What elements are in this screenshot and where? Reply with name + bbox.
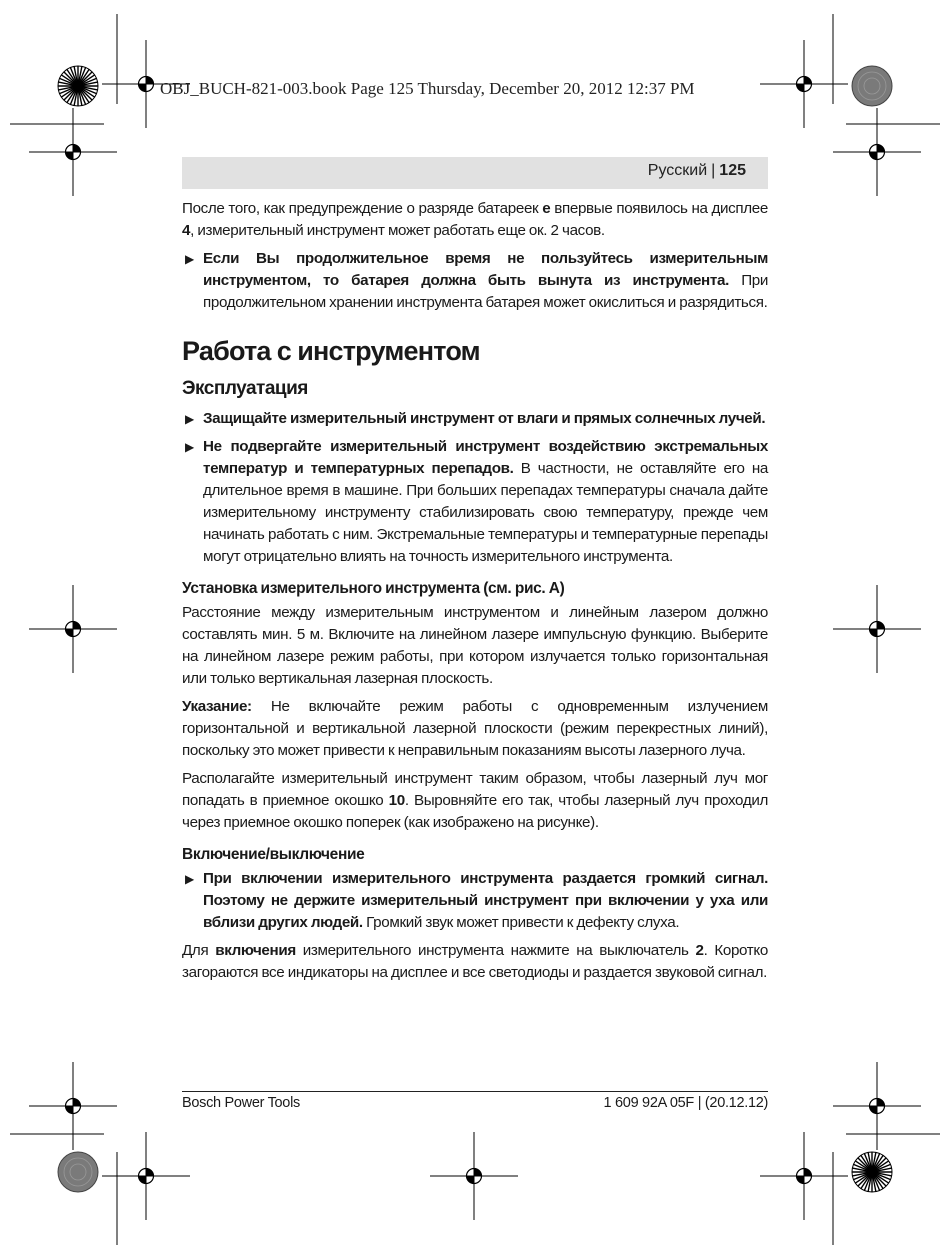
note-text: Не включайте режим работы с одновременным излучением горизонтальной и вертикальной лазерной плоскости (режим перекрестных линий), поскольку это может привести к неправильным показаниям высоты лазерного луча.: [182, 698, 768, 759]
page-header: [182, 157, 768, 189]
text-run: впервые появилось на дисплее: [550, 200, 768, 217]
ref-bold: 4: [182, 222, 191, 239]
subsection-title: Эксплуатация: [182, 378, 308, 399]
bullet-text: В частности, не оставляйте его на длительное время в машине. При больших перепадах температуры сначала дайте измерительному инструменту стабилизировать свою температуру, прежде чем начинать работать с ним. Экстремальные температуры и температурные перепады могут отрицательно влиять на точность измерительного инструмента.: [203, 460, 768, 565]
bullet-bold-text: Не подвергайте измерительный инструмент воздействию экстремальных температур и температурных перепадов.: [203, 438, 768, 477]
bullet-bold-text: Защищайте измерительный инструмент от влаги и прямых солнечных лучей.: [203, 410, 766, 427]
bullet-battery-removal: [182, 248, 768, 314]
bullet-bold-text: Если Вы продолжительное время не пользуйтесь измерительным инструментом, то батарея должна быть вынута из инструмента.: [203, 250, 768, 289]
text-run: . Коротко загораются все индикаторы на дисплее и все светодиоды и раздается звуковой сигнал.: [182, 942, 768, 981]
footer-brand: Bosch Power Tools: [182, 1095, 300, 1111]
bullet-moisture: [182, 408, 768, 430]
bullet-loud-signal: [182, 868, 768, 934]
bullet-text: При продолжительном хранении инструмента батарея может окислиться и разрядиться.: [203, 272, 768, 311]
note-paragraph: [182, 696, 768, 762]
bullet-arrow-icon: ▶: [185, 872, 194, 886]
header-language: Русский: [647, 162, 708, 179]
page-content: [182, 198, 768, 990]
text-run: Для: [182, 942, 216, 959]
text-run: , измерительный инструмент может работать еще ок. 2 часов.: [190, 222, 605, 239]
text-run: . Выровняйте его так, чтобы лазерный луч проходил через приемное окошко поперек (как изображено на рисунке).: [182, 792, 768, 831]
ref-bold: 2: [695, 942, 704, 959]
bullet-bold-text: При включении измерительного инструмента раздается громкий сигнал. Поэтому не держите измерительный инструмент при включении у уха или вблизи других людей.: [203, 870, 768, 931]
footer-rule: [182, 1091, 768, 1092]
install-heading: Установка измерительного инструмента (см. рис. A): [182, 580, 565, 597]
ref-bold: e: [542, 200, 551, 217]
text-run: измерительного инструмента нажмите на выключатель: [295, 942, 696, 959]
placement-paragraph: [182, 768, 768, 834]
print-slug: OBJ_BUCH-821-003.book Page 125 Thursday, December 20, 2012 12:37 PM: [160, 79, 695, 98]
ref-bold: 10: [388, 792, 405, 809]
ref-bold: включения: [215, 942, 296, 959]
switch-on-paragraph: [182, 940, 768, 984]
header-text: [648, 162, 746, 180]
bullet-arrow-icon: ▶: [185, 440, 194, 454]
onoff-heading: Включение/выключение: [182, 846, 365, 863]
bullet-arrow-icon: ▶: [185, 412, 194, 426]
bullet-text: Громкий звук может привести к дефекту слуха.: [362, 914, 680, 931]
header-separator: |: [711, 162, 716, 179]
bullet-arrow-icon: ▶: [185, 252, 194, 266]
text-run: После того, как предупреждение о разряде батареек: [182, 200, 543, 217]
battery-paragraph: [182, 198, 768, 242]
note-label: Указание:: [182, 698, 252, 715]
install-paragraph: Расстояние между измерительным инструментом и линейным лазером должно составлять мин. 5 м. Включите на линейном лазере импульсную функцию. Выберите на линейном лазере режим работы, при котором излучается только горизонтальная или только вертикальная лазерная плоскость.: [182, 604, 768, 687]
bullet-temperature: [182, 436, 768, 568]
page-number: 125: [719, 162, 746, 179]
section-title: Работа с инструментом: [182, 336, 480, 366]
text-run: Располагайте измерительный инструмент таким образом, чтобы лазерный луч мог попадать в приемное окошко: [182, 770, 768, 809]
footer-doc-number: 1 609 92A 05F | (20.12.12): [603, 1095, 768, 1111]
